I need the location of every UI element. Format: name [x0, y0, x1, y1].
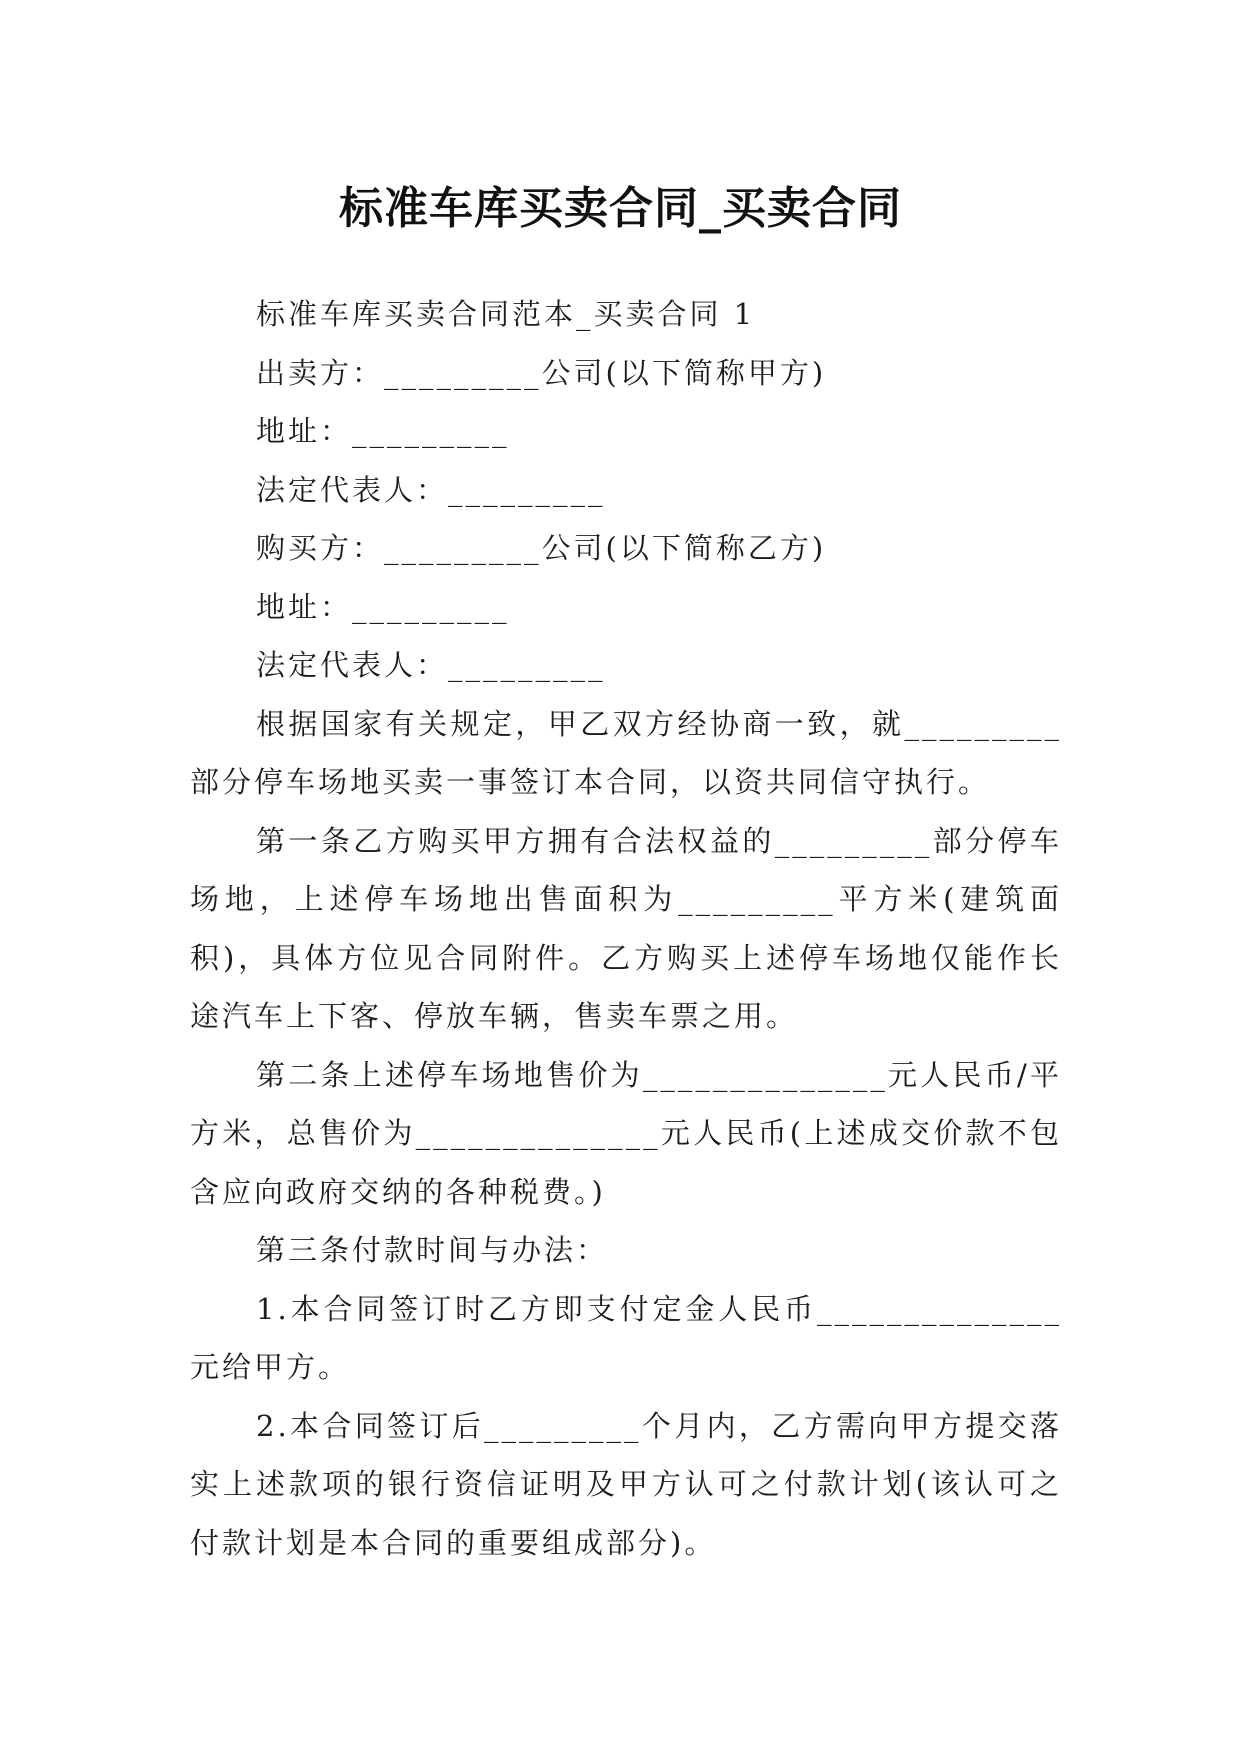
paragraph-preamble: 根据国家有关规定，甲乙双方经协商一致，就_________部分停车场地买卖一事签订本合同，以资共同信守执行。	[190, 706, 1062, 799]
paragraph-buyer: 购买方：_________公司(以下简称乙方)	[256, 531, 827, 565]
paragraph-buyer-representative: 法定代表人：_________	[256, 648, 606, 682]
paragraph-seller-representative: 法定代表人：_________	[256, 472, 606, 507]
paragraph-seller-address: 地址：_________	[256, 414, 510, 448]
paragraph-article-3: 第三条付款时间与办法：	[256, 1233, 609, 1267]
paragraph-buyer-address: 地址：_________	[256, 589, 510, 624]
paragraph-article-2: 第二条上述停车场地售价为______________元人民币/平方米，总售价为______________元人民币(上述成交价款不包含应向政府交纳的各种税费。)	[190, 1057, 1062, 1209]
document-body	[190, 285, 1062, 1572]
paragraph-article-3-item-2: 2.本合同签订后_________个月内，乙方需向甲方提交落实上述款项的银行资信证明及甲方认可之付款计划(该认可之付款计划是本合同的重要组成部分)。	[190, 1408, 1062, 1560]
document-title: 标准车库买卖合同_买卖合同	[339, 183, 902, 235]
paragraph-subtitle: 标准车库买卖合同范本_买卖合同 1	[256, 297, 756, 331]
paragraph-article-3-item-1: 1.本合同签订时乙方即支付定金人民币______________元给甲方。	[190, 1291, 1062, 1384]
paragraph-seller: 出卖方：_________公司(以下简称甲方)	[256, 355, 827, 390]
paragraph-article-1: 第一条乙方购买甲方拥有合法权益的_________部分停车场地，上述停车场地出售面积为_________平方米(建筑面积)，具体方位见合同附件。乙方购买上述停车场地仅能作长途汽车上下客、停放车辆，售卖车票之用。	[190, 823, 1062, 1033]
